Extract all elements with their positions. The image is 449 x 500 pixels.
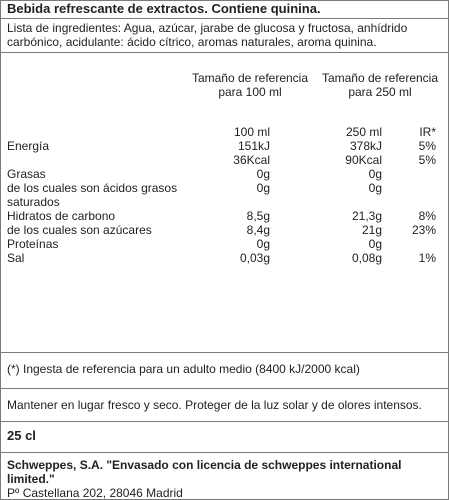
footnote: (*) Ingesta de referencia para un adulto medio (8400 kJ/2000 kcal) bbox=[7, 362, 360, 376]
divider bbox=[1, 388, 448, 389]
value-sugars-ir: 23% bbox=[411, 223, 436, 237]
company-line-2: limited." bbox=[7, 472, 55, 486]
row-label-saturated-fat-cont: saturados bbox=[7, 195, 60, 209]
row-label-salt: Sal bbox=[7, 251, 25, 265]
unit-100ml: 100 ml bbox=[233, 125, 270, 139]
divider bbox=[1, 421, 448, 422]
company-address: Pº Castellana 202, 28046 Madrid bbox=[7, 486, 183, 500]
value-salt-100ml: 0,03g bbox=[239, 251, 270, 265]
value-carbohydrates-ir: 8% bbox=[418, 209, 436, 223]
value-energy-kcal-100ml: 36Kcal bbox=[233, 153, 270, 167]
value-saturated-fat-250ml: 0g bbox=[368, 181, 382, 195]
company-line-1: Schweppes, S.A. "Envasado con licencia de schweppes international bbox=[7, 458, 402, 472]
col-header-250ml-line-1: Tamaño de referencia bbox=[321, 71, 439, 85]
product-title: Bebida refrescante de extractos. Contiene quinina. bbox=[7, 1, 321, 16]
row-label-saturated-fat: de los cuales son ácidos grasos bbox=[7, 181, 178, 195]
value-energy-kj-100ml: 151kJ bbox=[237, 139, 270, 153]
value-energy-kcal-ir: 5% bbox=[418, 153, 436, 167]
value-sugars-250ml: 21g bbox=[361, 223, 382, 237]
unit-ir: IR* bbox=[419, 125, 436, 139]
row-label-sugars: de los cuales son azúcares bbox=[7, 223, 152, 237]
value-energy-kj-ir: 5% bbox=[418, 139, 436, 153]
value-fat-100ml: 0g bbox=[256, 167, 270, 181]
divider bbox=[1, 52, 448, 53]
ingredients-line-2: carbónico, acidulante: ácido cítrico, aromas naturales, aroma quinina. bbox=[7, 35, 377, 49]
divider bbox=[1, 352, 448, 353]
divider bbox=[1, 18, 448, 19]
row-label-carbohydrates: Hidratos de carbono bbox=[7, 209, 116, 223]
value-protein-100ml: 0g bbox=[256, 237, 270, 251]
value-energy-kj-250ml: 378kJ bbox=[349, 139, 382, 153]
value-energy-kcal-250ml: 90Kcal bbox=[345, 153, 382, 167]
value-protein-250ml: 0g bbox=[368, 237, 382, 251]
row-label-fat: Grasas bbox=[7, 167, 46, 181]
col-header-100ml-line-2: para 100 ml bbox=[218, 85, 282, 99]
volume: 25 cl bbox=[7, 428, 36, 443]
col-header-250ml-line-2: para 250 ml bbox=[348, 85, 412, 99]
value-salt-ir: 1% bbox=[418, 251, 436, 265]
value-carbohydrates-100ml: 8,5g bbox=[246, 209, 270, 223]
value-sugars-100ml: 8,4g bbox=[246, 223, 270, 237]
storage-instructions: Mantener en lugar fresco y seco. Proteger de la luz solar y de olores intensos. bbox=[7, 398, 422, 412]
value-fat-250ml: 0g bbox=[368, 167, 382, 181]
value-salt-250ml: 0,08g bbox=[351, 251, 382, 265]
col-header-100ml-line-1: Tamaño de referencia bbox=[191, 71, 309, 85]
unit-250ml: 250 ml bbox=[345, 125, 382, 139]
divider bbox=[1, 452, 448, 453]
row-label-energy: Energía bbox=[7, 139, 50, 153]
value-saturated-fat-100ml: 0g bbox=[256, 181, 270, 195]
ingredients-line-1: Lista de ingredientes: Agua, azúcar, jarabe de glucosa y fructosa, anhídrido bbox=[7, 21, 408, 35]
row-label-protein: Proteínas bbox=[7, 237, 59, 251]
value-carbohydrates-250ml: 21,3g bbox=[351, 209, 382, 223]
